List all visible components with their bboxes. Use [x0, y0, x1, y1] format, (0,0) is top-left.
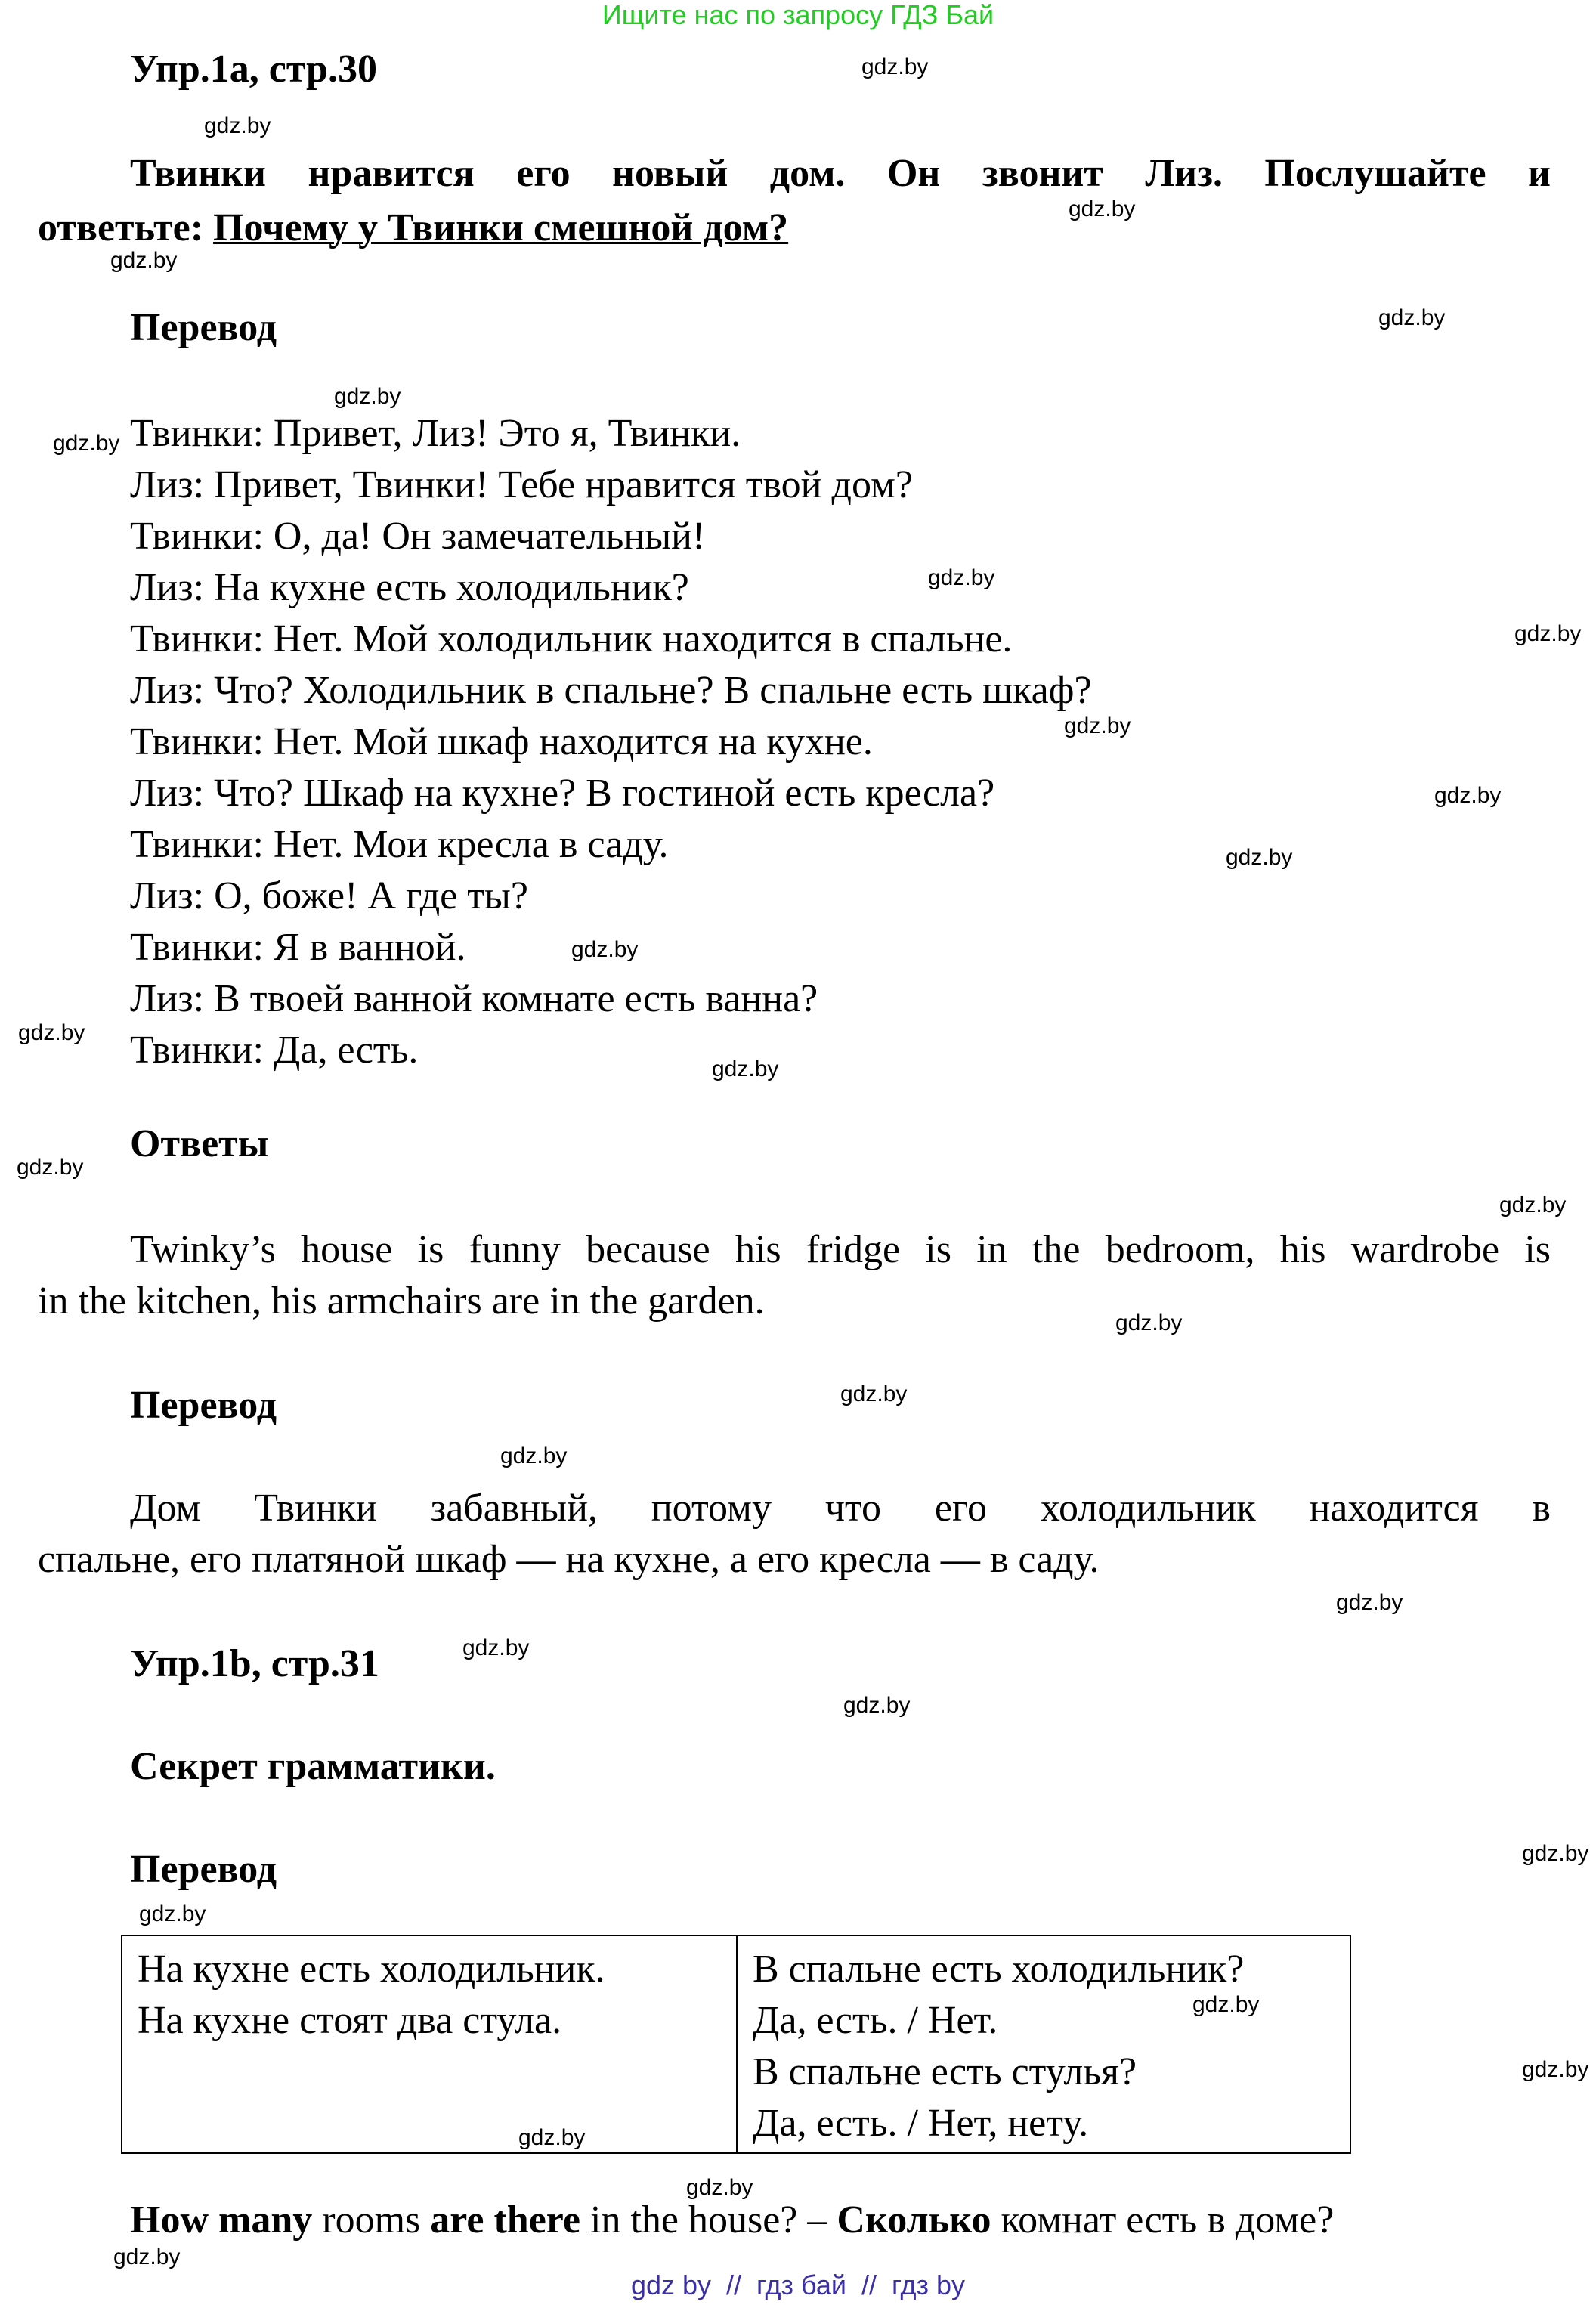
translation-heading-2: Перевод — [130, 1848, 277, 1891]
translation2-line-1 — [130, 1483, 1551, 1534]
dialogue-line: Твинки: Нет. Мой шкаф находится на кухне. — [130, 720, 873, 763]
final-text-3: комнат есть в доме? — [991, 2198, 1335, 2242]
task-line-1-text: Твинки нравится его новый дом. Он звонит Лиз. Послушайте и — [130, 152, 1551, 195]
watermark: gdz.by — [462, 1635, 530, 1660]
watermark: gdz.by — [1434, 783, 1502, 808]
dialogue-line: Твинки: О, да! Он замечательный! — [130, 515, 706, 558]
final-sentence — [130, 2195, 1334, 2246]
watermark: gdz.by — [1522, 2057, 1589, 2082]
dialogue-line: Лиз: Привет, Твинки! Тебе нравится твой дом? — [130, 463, 913, 506]
translation2-line-1-text: Дом Твинки забавный, потому что его холодильник находится в — [130, 1487, 1551, 1530]
watermark: gdz.by — [712, 1057, 779, 1081]
watermark: gdz.by — [53, 431, 120, 456]
dialogue-line: Твинки: Нет. Мои кресла в саду. — [130, 823, 669, 866]
top-banner: Ищите нас по запросу ГДЗ Бай — [602, 0, 994, 30]
answer-line-2: in the kitchen, his armchairs are in the garden. — [38, 1279, 765, 1323]
dialogue-line: Твинки: Я в ванной. — [130, 926, 466, 969]
translation2-heading: Перевод — [130, 1384, 277, 1427]
table-cell-line: В спальне есть холодильник? — [753, 1948, 1245, 1991]
final-bold-2: are there — [430, 2198, 581, 2242]
watermark: gdz.by — [518, 2125, 586, 2150]
answers-heading: Ответы — [130, 1122, 269, 1165]
watermark: gdz.by — [1514, 621, 1582, 646]
watermark: gdz.by — [110, 248, 178, 273]
watermark: gdz.by — [1226, 845, 1293, 870]
translation-heading: Перевод — [130, 306, 277, 349]
dialogue-line: Лиз: Что? Шкаф на кухне? В гостиной есть кресла? — [130, 772, 995, 815]
task-prefix: ответьте: — [38, 206, 204, 249]
grammar-table-right — [736, 1936, 1350, 2152]
watermark: gdz.by — [686, 2175, 753, 2200]
table-cell-line: В спальне есть стулья? — [753, 2050, 1137, 2093]
watermark: gdz.by — [1378, 305, 1446, 330]
translation2-line-2: спальне, его платяной шкаф — на кухне, а его кресла — в саду. — [38, 1538, 1100, 1581]
watermark: gdz.by — [843, 1693, 911, 1718]
watermark: gdz.by — [571, 937, 639, 962]
dialogue-line: Твинки: Нет. Мой холодильник находится в спальне. — [130, 617, 1013, 661]
final-text-1: rooms — [312, 2198, 431, 2242]
watermark: gdz.by — [17, 1155, 84, 1180]
answer-line-1 — [130, 1224, 1551, 1276]
watermark: gdz.by — [18, 1020, 85, 1045]
answer-line-1-text: Twinky’s house is funny because his fridge is in the bedroom, his wardrobe is — [130, 1228, 1551, 1271]
task-line-2 — [38, 206, 788, 251]
grammar-table — [121, 1935, 1351, 2154]
dialogue-line: Твинки: Да, есть. — [130, 1029, 419, 1072]
grammar-table-left — [122, 1936, 736, 2152]
exercise-title: Упр.1а, стр.30 — [130, 48, 377, 91]
dialogue-line: Лиз: В твоей ванной комнате есть ванна? — [130, 977, 818, 1020]
dialogue-line: Лиз: Что? Холодильник в спальне? В спальне есть шкаф? — [130, 669, 1092, 712]
watermark: gdz.by — [1522, 1841, 1589, 1866]
dialogue-line: Лиз: На кухне есть холодильник? — [130, 566, 689, 609]
watermark: gdz.by — [928, 565, 995, 590]
exercise-title-2: Упр.1b, стр.31 — [130, 1642, 379, 1685]
dialogue-line: Твинки: Привет, Лиз! Это я, Твинки. — [130, 412, 741, 455]
final-text-2: in the house? – — [580, 2198, 837, 2242]
watermark: gdz.by — [1064, 713, 1131, 738]
task-line-1 — [130, 151, 1551, 196]
table-cell-line: На кухне стоят два стула. — [138, 1999, 562, 2042]
watermark: gdz.by — [113, 2245, 181, 2269]
watermark: gdz.by — [1499, 1193, 1567, 1217]
watermark: gdz.by — [139, 1901, 206, 1926]
watermark: gdz.by — [500, 1443, 568, 1468]
final-bold-3: Сколько — [837, 2198, 991, 2242]
table-cell-line: Да, есть. / Нет. — [753, 1999, 998, 2042]
watermark: gdz.by — [861, 54, 929, 79]
table-cell-line: Да, есть. / Нет, нету. — [753, 2102, 1089, 2145]
watermark: gdz.by — [1336, 1590, 1403, 1615]
dialogue — [130, 408, 1092, 1076]
watermark: gdz.by — [840, 1381, 908, 1406]
watermark: gdz.by — [334, 384, 401, 409]
bottom-banner: gdz by // гдз бай // гдз by — [630, 2269, 966, 2300]
final-bold-1: How many — [130, 2198, 313, 2242]
watermark: gdz.by — [1069, 196, 1136, 221]
table-cell-line: На кухне есть холодильник. — [138, 1948, 605, 1991]
watermark: gdz.by — [1115, 1310, 1183, 1335]
dialogue-line: Лиз: О, боже! А где ты? — [130, 874, 529, 917]
grammar-subtitle: Секрет грамматики. — [130, 1745, 496, 1788]
task-question: Почему у Твинки смешной дом? — [213, 206, 789, 249]
watermark: gdz.by — [1192, 1992, 1260, 2017]
watermark: gdz.by — [204, 113, 271, 138]
